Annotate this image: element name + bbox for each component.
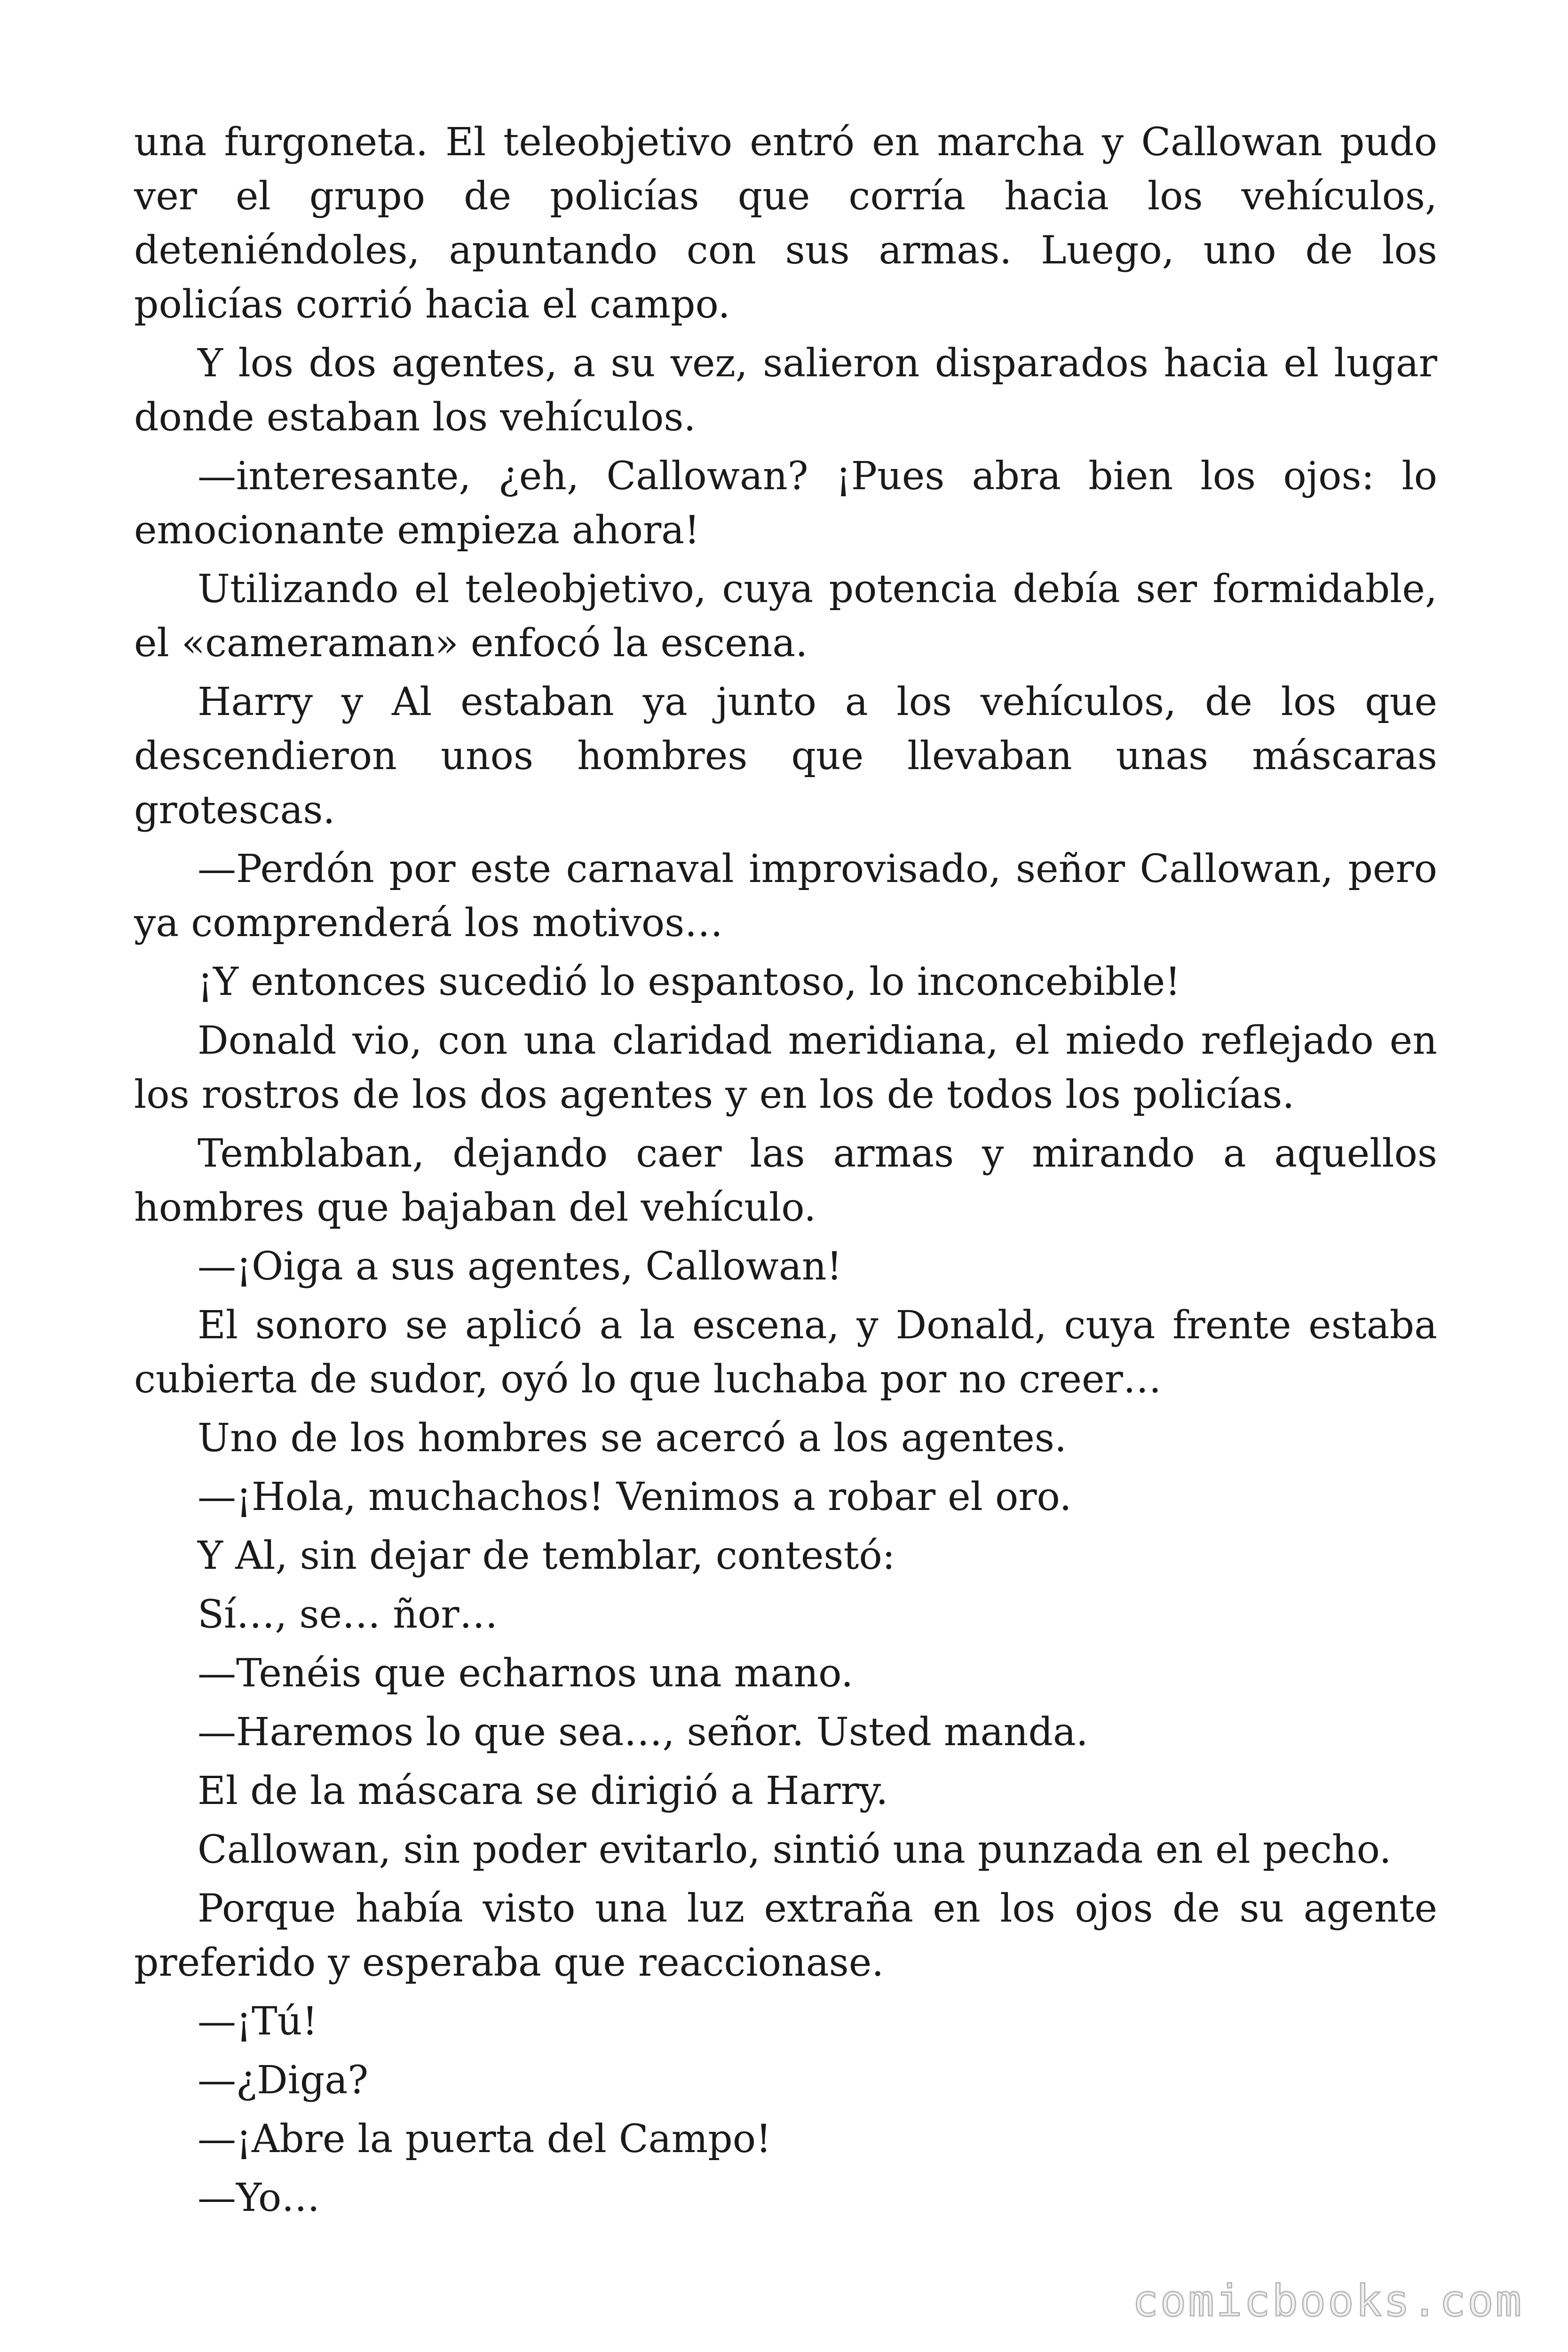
watermark: comicbooks.com xyxy=(1132,2276,1523,2326)
paragraph: El de la máscara se dirigió a Harry. xyxy=(198,1769,888,1813)
paragraph: —interesante, ¿eh, Callowan? ¡Pues abra bien los ojos: lo emocionante empieza ahora! xyxy=(134,454,1437,553)
paragraph: —¿Diga? xyxy=(198,2058,369,2103)
paragraph: una furgoneta. El teleobjetivo entró en marcha y Callowan pudo ver el grupo de policías que corría hacia los vehículos, deteniéndoles, apuntando con sus armas. Luego, uno de los policías corrió hacia el campo. xyxy=(134,120,1437,327)
paragraph: ¡Y entonces sucedió lo espantoso, lo inconcebible! xyxy=(198,960,1181,1004)
paragraph: Porque había visto una luz extraña en los ojos de su agente preferido y esperaba que reaccionase. xyxy=(134,1886,1437,1985)
paragraph: Y los dos agentes, a su vez, salieron disparados hacia el lugar donde estaban los vehículos. xyxy=(134,341,1437,440)
paragraph: Utilizando el teleobjetivo, cuya potencia debía ser formidable, el «cameraman» enfocó la escena. xyxy=(134,567,1437,666)
paragraph: —¡Tú! xyxy=(198,1999,318,2044)
paragraph: —¡Hola, muchachos! Venimos a robar el oro. xyxy=(198,1475,1072,1519)
paragraph: —¡Oiga a sus agentes, Callowan! xyxy=(198,1244,842,1289)
paragraph: Harry y Al estaban ya junto a los vehículos, de los que descendieron unos hombres que llevaban unas máscaras grotescas. xyxy=(134,680,1437,833)
paragraph: —Haremos lo que sea…, señor. Usted manda. xyxy=(198,1710,1088,1755)
paragraph: Temblaban, dejando caer las armas y mirando a aquellos hombres que bajaban del vehículo. xyxy=(134,1131,1437,1230)
paragraph: Callowan, sin poder evitarlo, sintió una punzada en el pecho. xyxy=(198,1828,1392,1872)
paragraph: —Tenéis que echarnos una mano. xyxy=(198,1651,854,1696)
paragraph: —Yo… xyxy=(198,2176,320,2220)
paragraph: Y Al, sin dejar de temblar, contestó: xyxy=(198,1534,895,1578)
paragraph: Uno de los hombres se acercó a los agentes. xyxy=(198,1416,1067,1461)
paragraph: El sonoro se aplicó a la escena, y Donald, cuya frente estaba cubierta de sudor, oyó lo que luchaba por no creer… xyxy=(134,1303,1437,1402)
paragraph: Donald vio, con una claridad meridiana, el miedo reflejado en los rostros de los dos agentes y en los de todos los policías. xyxy=(134,1018,1437,1117)
paragraph: Sí…, se… ñor… xyxy=(198,1592,498,1637)
book-page-text xyxy=(134,115,1437,2230)
paragraph: —Perdón por este carnaval improvisado, señor Callowan, pero ya comprenderá los motivos… xyxy=(134,847,1437,946)
paragraph: —¡Abre la puerta del Campo! xyxy=(198,2117,772,2161)
